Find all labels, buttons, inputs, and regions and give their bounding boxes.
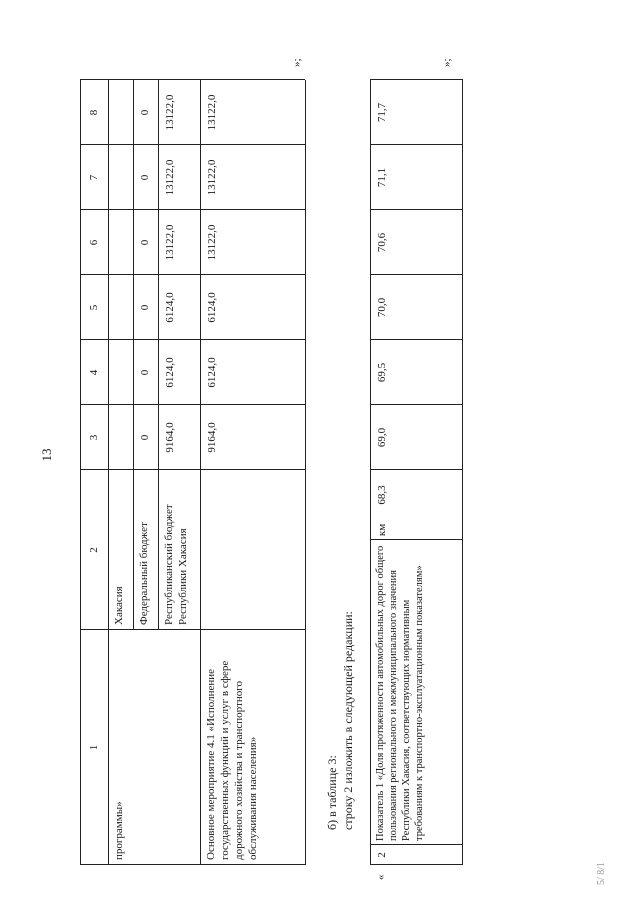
row-a-sub3-val-6: 13122,0 <box>164 224 176 261</box>
row-a-sub2-source: Федеральный бюджет <box>138 522 150 625</box>
row-b-val-3: 9164,0 <box>206 422 218 453</box>
table1-end-mark: »; <box>291 58 303 67</box>
footer-mark: 5/ 8/1 <box>596 861 607 885</box>
indicator-val-4: 70,0 <box>376 297 388 318</box>
table2-open-quote: « <box>375 874 387 880</box>
table2-end-mark: »; <box>441 58 453 67</box>
row-a-sub3-val-4: 6124,0 <box>164 357 176 388</box>
row-a-sub2-val-8: 0 <box>139 109 151 116</box>
row-b-val-7: 13122,0 <box>206 159 218 196</box>
header-col-4: 4 <box>88 369 100 376</box>
instruction-line: строку 2 изложить в следующей редакции: <box>341 611 355 830</box>
header-col-7: 7 <box>88 174 100 181</box>
header-col-1: 1 <box>88 744 100 751</box>
row-a-sub3-val-5: 6124,0 <box>164 292 176 323</box>
page-number: 13 <box>39 448 54 462</box>
row-a-sub2-val-3: 0 <box>139 434 151 441</box>
row-a-sub2-val-6: 0 <box>139 239 151 246</box>
row-a-sub3-val-3: 9164,0 <box>164 422 176 453</box>
indicator-val-7: 71,7 <box>376 102 388 123</box>
header-col-2: 2 <box>88 547 100 553</box>
row-b-val-4: 6124,0 <box>206 357 218 388</box>
row-a-sub2-val-4: 0 <box>139 369 151 376</box>
indicator-unit: км <box>376 523 388 537</box>
indicator-val-2: 69,0 <box>376 427 388 448</box>
header-col-8: 8 <box>88 109 100 116</box>
indicator-val-6: 71,1 <box>376 167 388 188</box>
row-b-val-8: 13122,0 <box>206 94 218 131</box>
row-a-sub2-val-7: 0 <box>139 174 151 181</box>
row-b-activity: Основное мероприятие 4.1 «Исполнение государственных функций и услуг в сфере дорожного хозяйства и транспортного обслуживания населения» <box>205 660 259 860</box>
row-a-sub3-val-7: 13122,0 <box>164 159 176 196</box>
indicator-val-3: 69,5 <box>376 362 388 383</box>
header-col-6: 6 <box>88 239 100 246</box>
indicator-name: Показатель 1 «Доля протяженности автомобильных дорог общего пользования регионального и межмуниципального значения Республики Хакасия, соответствующих нормативным требованиям к транспортно-эксплуатационным показателям» <box>375 545 425 841</box>
row-a-sub3-val-8: 13122,0 <box>164 94 176 131</box>
item-b-heading: б) в таблице 3: <box>325 755 339 830</box>
row-b-val-6: 13122,0 <box>206 224 218 261</box>
header-col-5: 5 <box>88 304 100 311</box>
row-a-sub1-source: Хакасия <box>113 586 125 625</box>
header-col-3: 3 <box>88 434 100 441</box>
row-a-sub3-source: Республиканский бюджет Республики Хакасия <box>163 504 189 625</box>
indicator-val-5: 70,6 <box>376 232 388 253</box>
row-a-program: программы» <box>113 801 125 860</box>
indicator-val-1: 68,3 <box>376 485 388 505</box>
row-a-sub2-val-5: 0 <box>139 304 151 311</box>
indicator-row-number: 2 <box>376 852 388 858</box>
row-b-val-5: 6124,0 <box>206 292 218 323</box>
